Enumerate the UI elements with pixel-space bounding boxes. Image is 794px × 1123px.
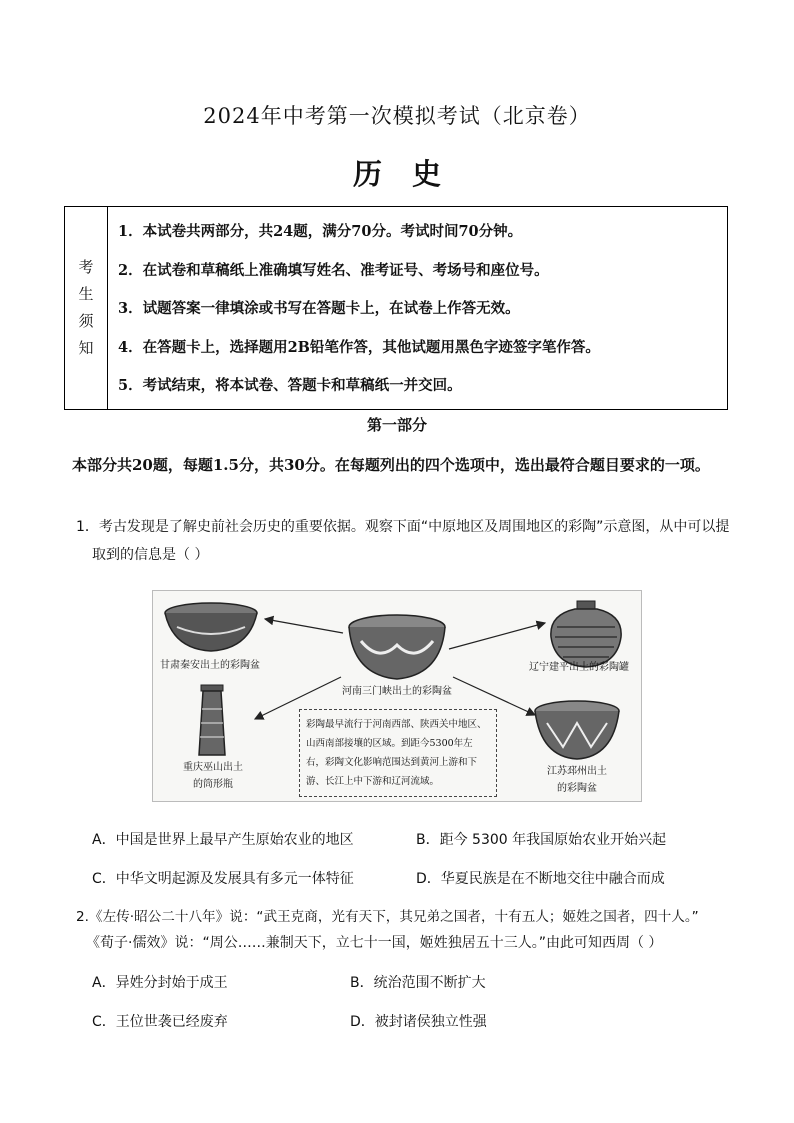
- part-one-heading: 第一部分: [366, 416, 427, 434]
- q1-option-b[interactable]: B．距今 5300 年我国原始农业开始兴起: [416, 832, 667, 848]
- caption-chongqing-2: 的筒形瓶: [193, 779, 233, 790]
- q1-option-d[interactable]: D．华夏民族是在不断地交往中融合而成: [416, 871, 665, 887]
- henan-bowl-icon: [349, 615, 445, 679]
- arrow-to-liaoning: [449, 623, 545, 649]
- notice-label-char: 考: [78, 258, 94, 276]
- notice-label-char: 知: [78, 339, 94, 357]
- jiangsu-bowl-icon: [535, 701, 619, 759]
- arrow-to-gansu: [265, 619, 343, 633]
- caption-gansu: 甘肃秦安出土的彩陶盆: [160, 660, 260, 671]
- q2-stem-line2: 《荀子·儒效》说：“周公……兼制天下，立七十一国，姬姓独居五十三人。”由此可知西周（ ）: [86, 935, 663, 951]
- q2-option-a[interactable]: A．异姓分封始于成王: [92, 975, 228, 991]
- caption-liaoning: 辽宁建平出土的彩陶罐: [529, 662, 629, 673]
- q1-option-c[interactable]: C．中华文明起源及发展具有多元一体特征: [92, 871, 354, 887]
- caption-jiangsu-1: 江苏邳州出土: [547, 766, 607, 777]
- notice-label-char: 须: [78, 312, 94, 330]
- exam-title: 2024年中考第一次模拟考试（北京卷）: [203, 104, 591, 128]
- q1-stem-line1: 1．考古发现是了解史前社会历史的重要依据。观察下面“中原地区及周围地区的彩陶”示意图，从中可以提: [76, 519, 730, 535]
- caption-henan: 河南三门峡出土的彩陶盆: [342, 686, 452, 697]
- notice-item: 1．本试卷共两部分，共24题，满分70分。考试时间70分钟。: [118, 223, 523, 240]
- pottery-map-figure: [152, 590, 642, 802]
- q2-stem-line1: 2.《左传·昭公二十八年》说：“武王克商，光有天下，其兄弟之国者，十有五人；姬姓之国者，四十人。”: [76, 909, 699, 925]
- q2-option-b[interactable]: B．统治范围不断扩大: [350, 975, 486, 991]
- notice-item: 5．考试结束，将本试卷、答题卡和草稿纸一并交回。: [118, 377, 462, 394]
- notice-item: 4．在答题卡上，选择题用2B铅笔作答，其他试题用黑色字迹签字笔作答。: [118, 338, 600, 356]
- candidate-notice-box: [64, 206, 728, 410]
- caption-chongqing-1: 重庆巫山出土: [183, 762, 243, 773]
- liaoning-jar-icon: [551, 601, 621, 667]
- notice-label-char: 生: [78, 285, 94, 303]
- notice-item: 2．在试卷和草稿纸上准确填写姓名、准考证号、考场号和座位号。: [118, 261, 549, 279]
- figure-note: 彩陶最早流行于河南西部、陕西关中地区、山西南部接壤的区域。到距今5300年左右，彩陶文化影响范围达到黄河上游和下游、长江上中下游和辽河流域。: [299, 709, 497, 797]
- notice-list: [108, 207, 727, 409]
- notice-item: 3．试题答案一律填涂或书写在答题卡上，在试卷上作答无效。: [118, 300, 520, 317]
- caption-jiangsu-2: 的彩陶盆: [557, 783, 597, 794]
- q1-option-a[interactable]: A．中国是世界上最早产生原始农业的地区: [92, 832, 354, 848]
- gansu-bowl-icon: [165, 603, 257, 651]
- subject-title: 历史: [352, 157, 471, 191]
- part-one-intro: 本部分共20题，每题1.5分，共30分。在每题列出的四个选项中，选出最符合题目要求的一项。: [72, 456, 710, 474]
- q2-option-d[interactable]: D．被封诸侯独立性强: [350, 1014, 487, 1030]
- q2-option-c[interactable]: C．王位世袭已经废弃: [92, 1014, 228, 1030]
- q1-stem-line2: 取到的信息是（ ）: [92, 547, 209, 563]
- chongqing-vase-icon: [199, 685, 225, 755]
- notice-label: [65, 207, 108, 409]
